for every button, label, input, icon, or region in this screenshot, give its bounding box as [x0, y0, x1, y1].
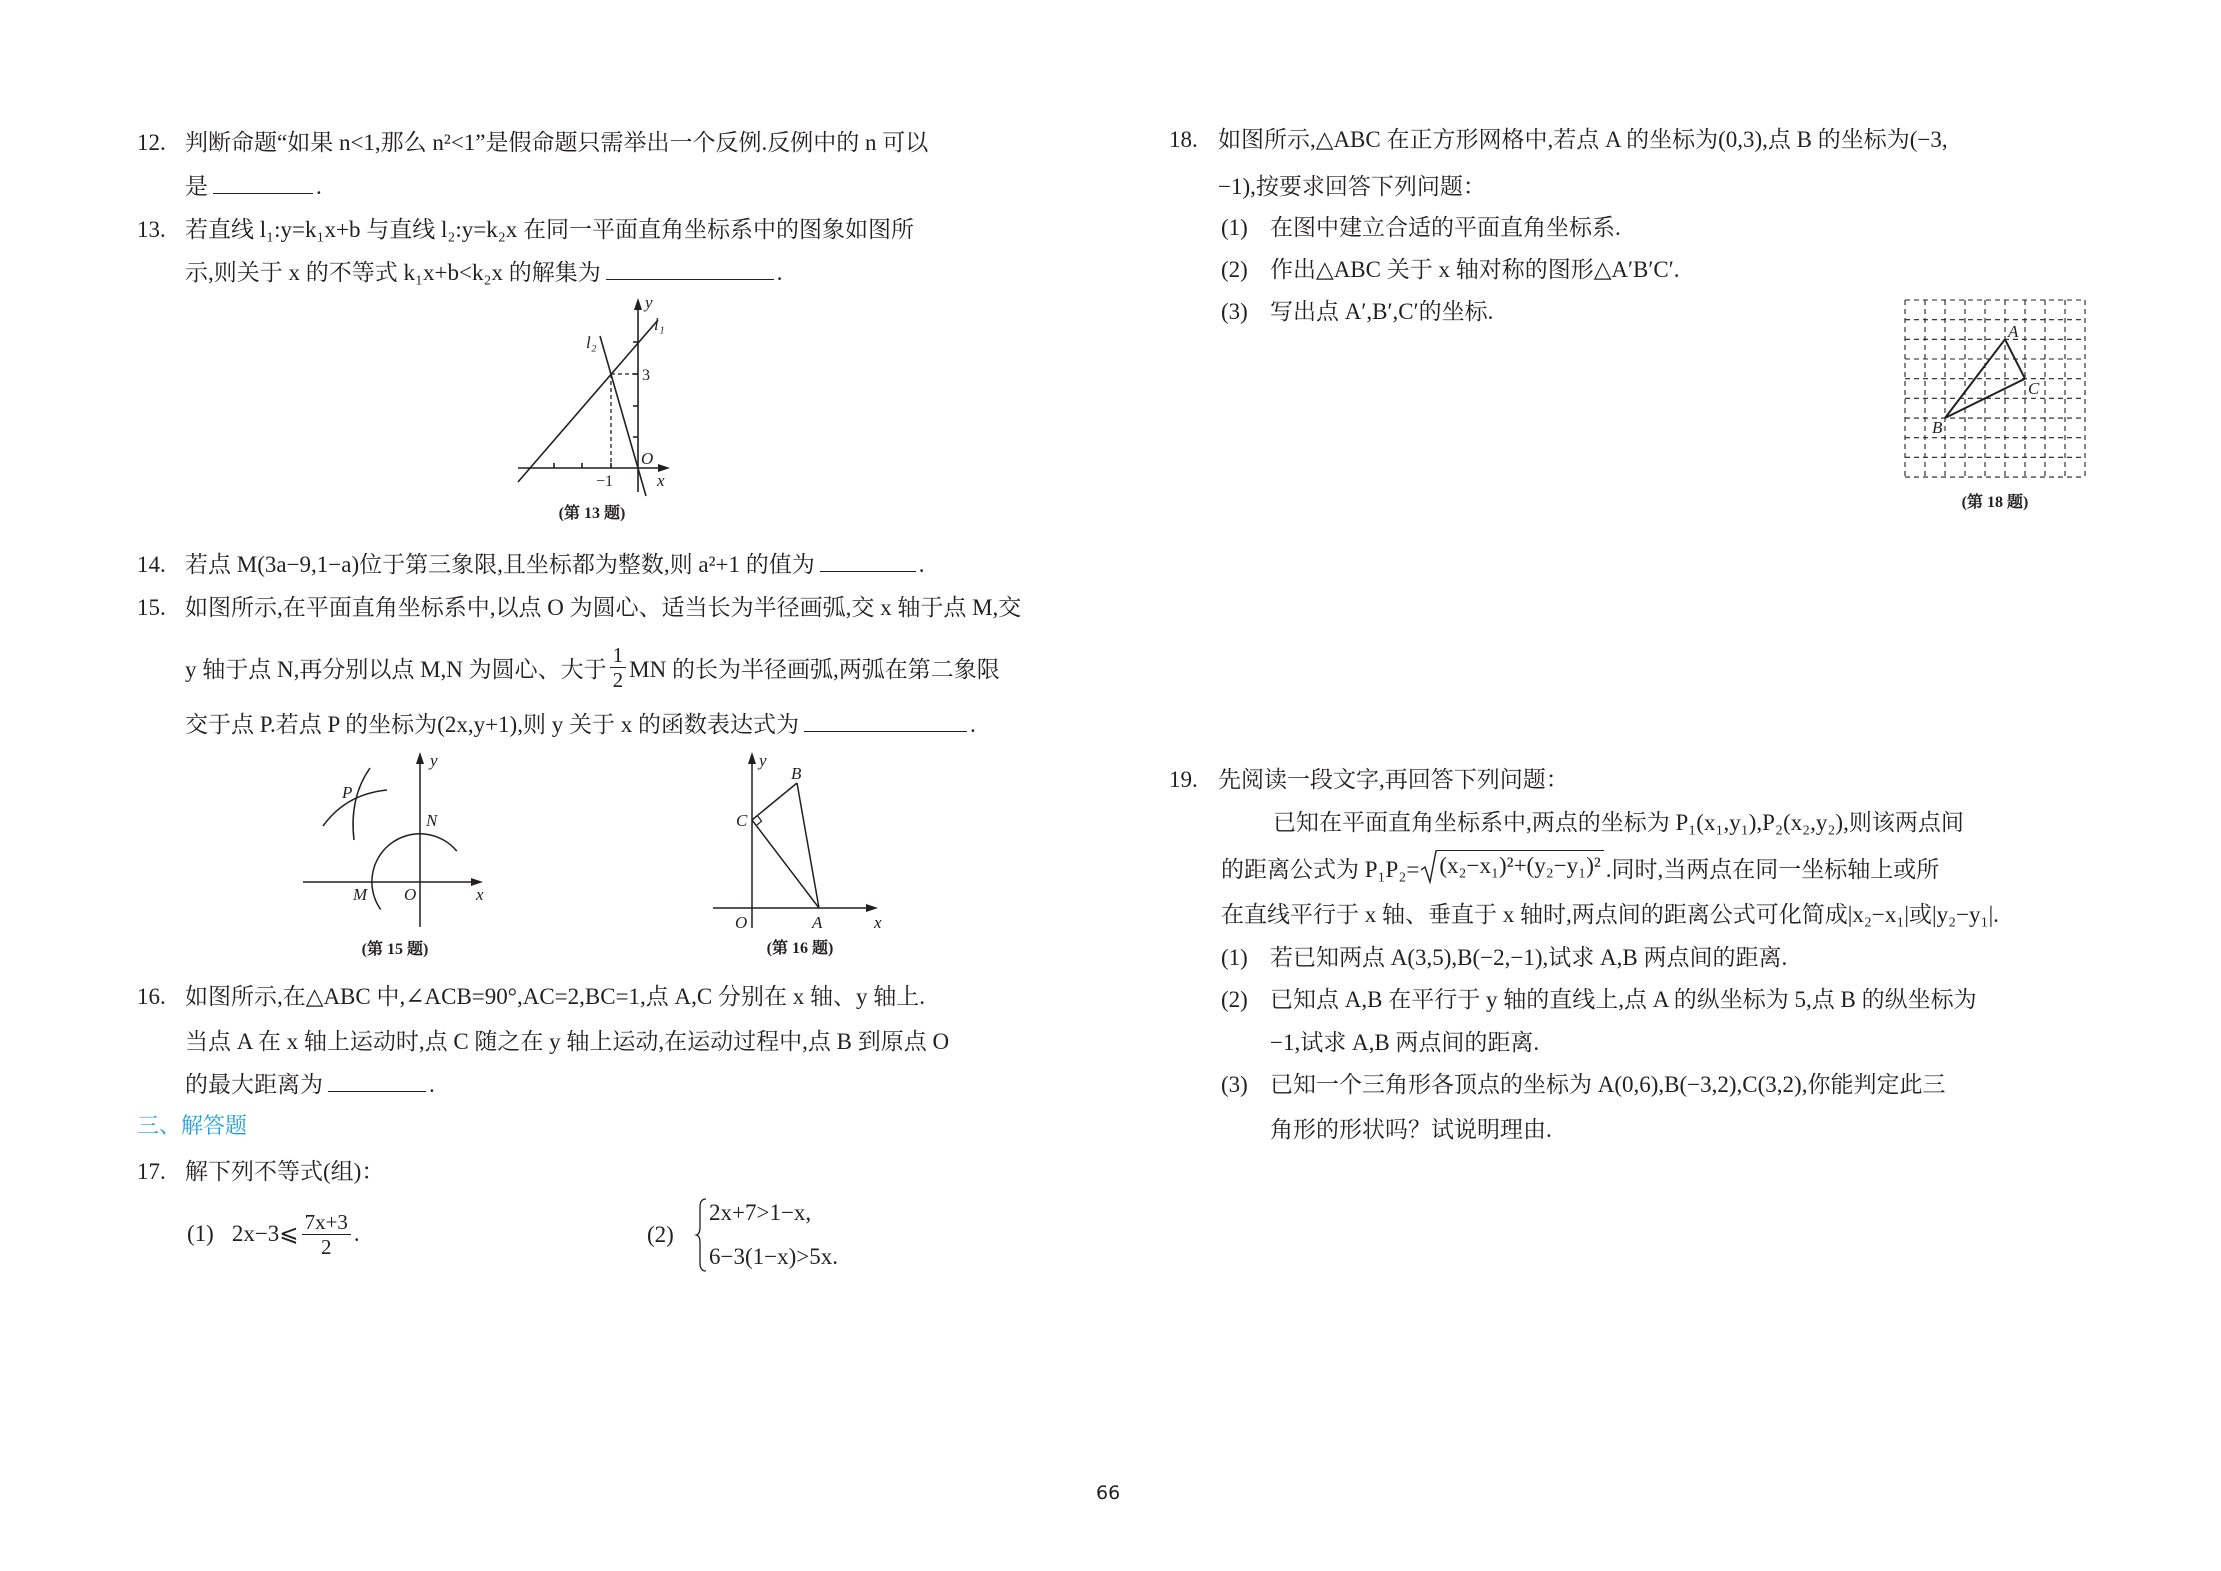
q17-part-2-label: (2): [647, 1222, 674, 1247]
question-number-14: 14.: [137, 552, 166, 577]
question-number-19: 19.: [1169, 767, 1198, 792]
fraction: [610, 644, 627, 691]
label-y: y: [759, 751, 767, 770]
question-number-12: 12.: [137, 130, 166, 155]
question-number-13: 13.: [137, 217, 166, 242]
q19-part-2-line-1: 已知点 A,B 在平行于 y 轴的直线上,点 A 的纵坐标为 5,点 B 的纵坐标为: [1270, 987, 1977, 1012]
arc-from-m: [323, 790, 387, 826]
q15-line-3-text: 交于点 P.若点 P 的坐标为(2x,y+1),则 y 关于 x 的函数表达式为: [185, 712, 799, 737]
fraction-numerator: 1: [610, 644, 627, 668]
label-y: y: [645, 293, 653, 312]
q13-line-1: 若直线 l₁:y=k₁x+b 与直线 l₂:y=k₂x 在同一平面直角坐标系中的图象如图所: [185, 217, 915, 242]
page-number: 66: [1096, 1482, 1121, 1504]
label-n: N: [426, 811, 438, 830]
q15-line-2-text: y 轴于点 N,再分别以点 M,N 为圆心、大于: [185, 656, 607, 682]
label-x: x: [874, 913, 882, 932]
answer-blank: [820, 551, 916, 572]
q14-line-1-end: .: [918, 552, 925, 577]
square-grid: [1905, 300, 2085, 477]
question-number-17: 17.: [137, 1159, 166, 1184]
y-axis-arrow-icon: [748, 752, 756, 764]
x-axis-arrow-icon: [866, 904, 878, 912]
q18-line-2: −1),按要求回答下列问题：: [1218, 174, 1486, 199]
q14-line-1: [185, 551, 924, 579]
part-label: (2): [1221, 257, 1248, 282]
fraction-denominator: 2: [321, 1234, 332, 1259]
radical-sign: [1421, 850, 1437, 884]
arc-from-n: [353, 768, 370, 840]
inequality-left: 2x−3⩽: [231, 1221, 299, 1246]
label-origin: O: [641, 449, 654, 468]
system-line-1: 2x+7>1−x,: [709, 1200, 812, 1225]
figure-caption: (第 15 题): [361, 941, 429, 958]
q12-line-1: 判断命题“如果 n<1,那么 n²<1”是假命题只需举出一个反例.反例中的 n 可以: [185, 130, 929, 155]
answer-blank: [606, 259, 774, 280]
q17-part-1: [187, 1210, 360, 1258]
label-p: P: [342, 783, 353, 802]
side-cb: [752, 783, 797, 820]
part-label: (3): [1221, 1072, 1248, 1097]
question-number-18: 18.: [1169, 127, 1198, 152]
q15-line-3: [185, 711, 976, 739]
q13-line-2-end: .: [776, 260, 783, 285]
label-a: A: [812, 913, 823, 932]
q16-line-2: 当点 A 在 x 轴上运动时,点 C 随之在 y 轴上运动,在运动过程中,点 B 到原点 O: [185, 1029, 950, 1054]
q19-paragraph-line-1: 已知在平面直角坐标系中,两点的坐标为 P₁(x₁,y₁),P₂(x₂,y₂),则该两点间: [1273, 810, 1964, 835]
q13-line-2: [185, 259, 782, 287]
figure-caption: (第 16 题): [766, 940, 834, 957]
label-x: x: [476, 885, 484, 904]
square-root: [1421, 850, 1603, 884]
q12-line-2: [185, 173, 322, 201]
answer-blank: [328, 1071, 426, 1092]
question-number-15: 15.: [137, 595, 166, 620]
formula-suffix: .同时,当两点在同一坐标轴上或所: [1605, 856, 1940, 882]
q18-part-1: 在图中建立合适的平面直角坐标系.: [1270, 215, 1621, 240]
formula-prefix: 的距离公式为 P₁P₂=: [1221, 856, 1420, 882]
label-a: A: [2008, 322, 2019, 341]
label-origin: O: [735, 913, 748, 932]
q19-paragraph-line-3: 在直线平行于 x 轴、垂直于 x 轴时,两点间的距离公式可化简成|x₂−x₁|或|y₂−y₁|.: [1221, 902, 1999, 927]
q19-paragraph-line-2: [1221, 843, 1939, 891]
label-b: B: [1932, 418, 1943, 437]
answer-blank: [213, 173, 313, 194]
side-ba: [797, 783, 819, 908]
q15-line-3-end: .: [969, 712, 976, 737]
figure-caption: (第 13 题): [558, 505, 626, 522]
figure-13: [500, 290, 700, 530]
fraction-numerator: 7x+3: [302, 1211, 351, 1235]
q16-line-3-text: 的最大距离为: [185, 1072, 323, 1097]
radicand: (x₂−x₁)²+(y₂−y₁)²: [1437, 850, 1603, 884]
q19-part-1-line-1: 若已知两点 A(3,5),B(−2,−1),试求 A,B 两点间的距离.: [1270, 945, 1788, 970]
q12-line-2-end: .: [316, 174, 322, 199]
q18-line-1: 如图所示,△ABC 在正方形网格中,若点 A 的坐标为(0,3),点 B 的坐标为(−3,: [1218, 127, 1948, 152]
label-origin: O: [404, 885, 417, 904]
q17-line-1: 解下列不等式(组)：: [185, 1159, 385, 1184]
fraction-denominator: 2: [612, 667, 624, 692]
figure-caption: (第 18 题): [1961, 494, 2029, 511]
label-m: M: [353, 885, 368, 904]
q16-line-3: [185, 1071, 435, 1099]
label-l1: l₁: [654, 315, 665, 334]
q18-part-3: 写出点 A′,B′,C′的坐标.: [1270, 299, 1494, 324]
label-c: C: [2028, 379, 2040, 398]
left-brace: [696, 1197, 708, 1273]
tick-label-y: 3: [642, 367, 650, 384]
y-axis-arrow-icon: [634, 298, 642, 310]
q16-line-3-end: .: [429, 1072, 435, 1097]
figure-16: [700, 740, 900, 970]
answer-blank: [804, 711, 967, 732]
q13-line-2-text: 示,则关于 x 的不等式 k₁x+b<k₂x 的解集为: [185, 260, 601, 285]
figure-18: [1895, 290, 2095, 520]
right-column: [1150, 0, 2221, 1571]
label-y: y: [430, 751, 438, 770]
label-c: C: [736, 811, 748, 830]
question-number-16: 16.: [137, 984, 166, 1009]
q14-line-1-text: 若点 M(3a−9,1−a)位于第三象限,且坐标都为整数,则 a²+1 的值为: [185, 552, 815, 577]
inequality-end: .: [353, 1221, 360, 1246]
q15-line-1: 如图所示,在平面直角坐标系中,以点 O 为圆心、适当长为半径画弧,交 x 轴于点 M,交: [185, 595, 1022, 620]
q19-part-3-line-2: 角形的形状吗？试说明理由.: [1270, 1117, 1552, 1142]
system-line-2: 6−3(1−x)>5x.: [709, 1244, 838, 1269]
q18-part-2: 作出△ABC 关于 x 轴对称的图形△A′B′C′.: [1270, 257, 1680, 282]
tick-label-x: −1: [596, 473, 614, 490]
label-x: x: [657, 471, 665, 490]
q15-line-2: [185, 643, 1000, 691]
part-label: (2): [1221, 987, 1248, 1012]
figure-15: [290, 740, 540, 970]
right-angle-mark: [756, 816, 761, 826]
y-axis-arrow-icon: [416, 752, 424, 764]
q19-part-3-line-1: 已知一个三角形各顶点的坐标为 A(0,6),B(−3,2),C(3,2),你能判定此三: [1270, 1072, 1946, 1097]
part-label: (3): [1221, 299, 1248, 324]
q16-line-1: 如图所示,在△ABC 中,∠ACB=90°,AC=2,BC=1,点 A,C 分别在 x 轴、y 轴上.: [185, 984, 925, 1009]
q12-line-2-text: 是: [185, 174, 208, 199]
part-label: (1): [187, 1221, 214, 1246]
label-l2: l₂: [586, 333, 597, 352]
side-ca: [752, 820, 819, 908]
q19-line-1: 先阅读一段文字,再回答下列问题：: [1218, 767, 1569, 792]
fraction: [302, 1211, 351, 1258]
label-b: B: [791, 764, 802, 783]
part-label: (1): [1221, 945, 1248, 970]
q19-part-2-line-2: −1,试求 A,B 两点间的距离.: [1270, 1030, 1540, 1055]
section-title: 三、解答题: [137, 1114, 248, 1139]
part-label: (1): [1221, 215, 1248, 240]
q15-line-2-text-end: MN 的长为半径画弧,两弧在第二象限: [629, 656, 1000, 682]
